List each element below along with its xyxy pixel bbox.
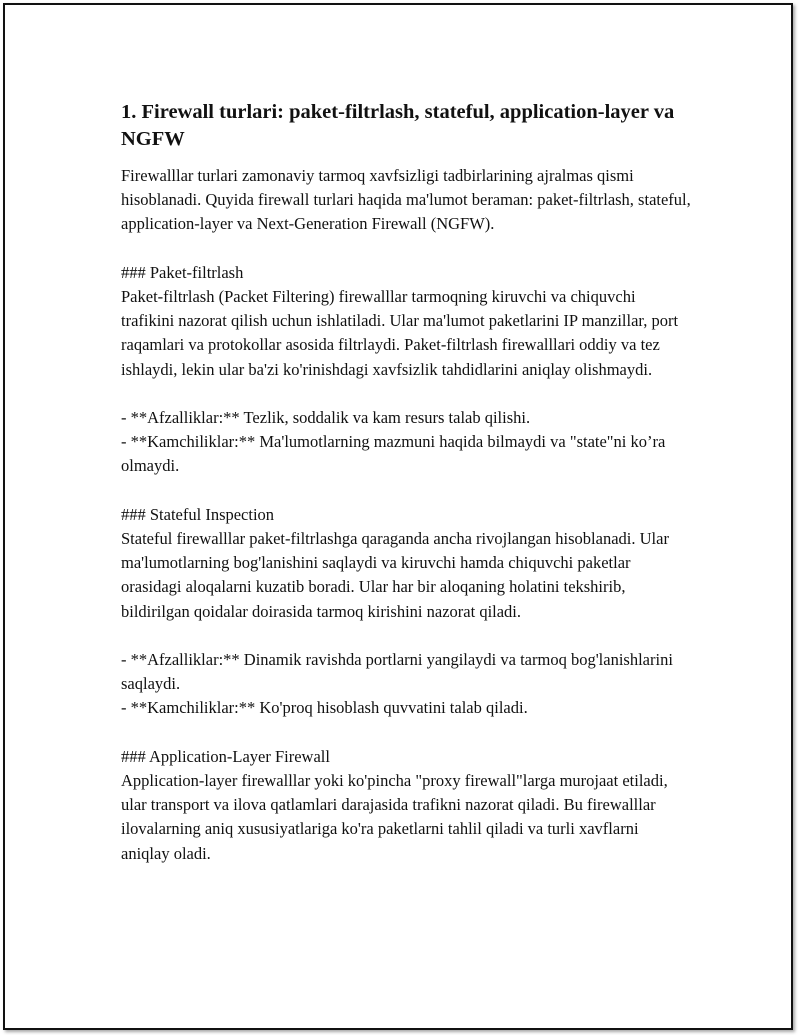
- section-heading-packet-filtering: ### Paket-filtrlash: [121, 262, 244, 282]
- section-body-application-layer: Application-layer firewalllar yoki ko'pincha "proxy firewall"larga murojaat etiladi, ular transport va ilova qatlamlari darajasida trafikni nazorat qiladi. Bu firewalllar ilovalarning aniq xususiyatlariga ko'ra paketlarni tahlil qiladi va turli xavflarni aniqlay oladi.: [121, 771, 668, 863]
- document-title: 1. Firewall turlari: paket-filtrlash, stateful, application-layer va NGFW: [121, 101, 675, 150]
- intro-paragraph: Firewalllar turlari zamonaviy tarmoq xavfsizligi tadbirlarining ajralmas qismi hisoblanadi. Quyida firewall turlari haqida ma'lumot beraman: paket-filtrlash, stateful, application-layer va Next-Generation Firewall (NGFW).: [121, 166, 691, 234]
- spacer: [121, 382, 691, 406]
- section-body-packet-filtering: Paket-filtrlash (Packet Filtering) firewalllar tarmoqning kiruvchi va chiquvchi trafikini nazorat qilish uchun ishlatiladi. Ular ma'lumot paketlarini IP manzillar, port raqamlari va protokollar asosida filtrlaydi. Paket-filtrlash firewalllari oddiy va tez ishlaydi, lekin ular ba'zi ko'rinishdagi xavfsizlik tahdidlarini aniqlay olishmaydi.: [121, 287, 679, 379]
- pros-stateful: - **Afzalliklar:** Dinamik ravishda portlarni yangilaydi va tarmoq bog'lanishlarini saqlaydi.: [121, 650, 673, 694]
- cons-stateful: - **Kamchiliklar:** Ko'proq hisoblash quvvatini talab qiladi.: [121, 698, 528, 718]
- spacer: [121, 237, 691, 261]
- pros-packet-filtering: - **Afzalliklar:** Tezlik, soddalik va kam resurs talab qilishi.: [121, 408, 531, 427]
- spacer: [121, 479, 691, 503]
- section-heading-stateful: ### Stateful Inspection: [121, 504, 275, 524]
- section-body-stateful: Stateful firewalllar paket-filtrlashga qaraganda ancha rivojlangan hisoblanadi. Ular ma'lumotlarning bog'lanishini saqlaydi va kiruvchi hamda chiquvchi paketlar orasidagi aloqalarni kuzatib boradi. Ular har bir aloqaning holatini tekshirib, bildirilgan qoidalar doirasida tarmoq kirishini nazorat qiladi.: [121, 529, 669, 621]
- section-heading-application-layer: ### Application-Layer Firewall: [121, 746, 330, 766]
- document-page: [3, 3, 793, 1030]
- spacer: [121, 721, 691, 745]
- document-content: [121, 99, 691, 866]
- cons-packet-filtering: - **Kamchiliklar:** Ma'lumotlarning mazmuni haqida bilmaydi va "state"ni ko’ra olmaydi.: [121, 432, 666, 476]
- spacer: [121, 624, 691, 648]
